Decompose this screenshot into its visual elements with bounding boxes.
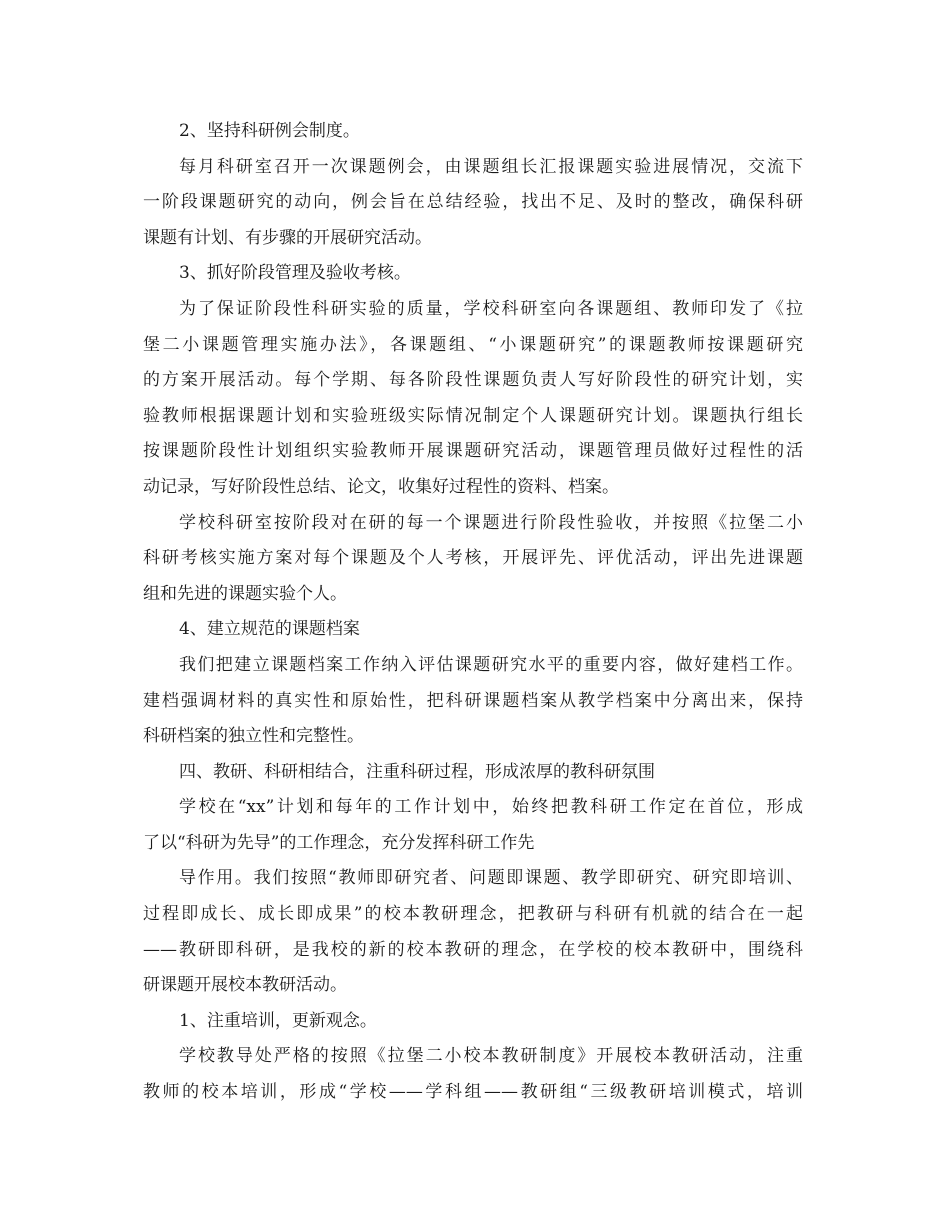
text-line: 学校教导处严格的按照《拉堡二小校本教研制度》开展校本教研活动，注重	[179, 1046, 803, 1067]
text-line: 教师的校本培训，形成“学校——学科组——教研组“三级教研培训模式，培训	[143, 1082, 803, 1103]
text-line: 组和先进的课题实验个人。	[143, 583, 347, 604]
text-line: 3、抓好阶段管理及验收考核。	[179, 263, 411, 284]
text-line: 过程即成长、成长即成果”的校本教研理念，把教研与科研有机就的结合在一起	[143, 904, 803, 925]
text-line: 建档强调材料的真实性和原始性，把科研课题档案从教学档案中分离出来，保持	[143, 690, 803, 711]
text-line: 每月科研室召开一次课题例会，由课题组长汇报课题实验进展情况，交流下	[179, 156, 803, 177]
document-body	[143, 114, 803, 1111]
text-line: 堡二小课题管理实施办法》，各课题组、“小课题研究”的课题教师按课题研究	[143, 334, 803, 355]
text-line: 2、坚持科研例会制度。	[179, 121, 360, 141]
text-line: 科研档案的独立性和完整性。	[143, 726, 364, 747]
text-line: 4、建立规范的课题档案	[179, 619, 360, 640]
text-line: 1、注重培训，更新观念。	[179, 1010, 377, 1031]
text-line: ——教研即科研，是我校的新的校本教研的理念，在学校的校本教研中，围绕科	[143, 939, 803, 960]
text-line: 四、教研、科研相结合，注重科研过程，形成浓厚的教科研氛围	[179, 761, 655, 782]
text-line: 导作用。我们按照“教师即研究者、问题即课题、教学即研究、研究即培训、	[179, 868, 803, 889]
text-line: 了以“科研为先导”的工作理念，充分发挥科研工作先	[143, 832, 535, 853]
text-line: 的方案开展活动。每个学期、每各阶段性课题负责人写好阶段性的研究计划，实	[143, 370, 803, 391]
text-line: 动记录，写好阶段性总结、论文，收集好过程性的资料、档案。	[143, 476, 619, 497]
text-line: 科研考核实施方案对每个课题及个人考核，开展评先、评优活动，评出先进课题	[143, 548, 803, 569]
text-line: 课题有计划、有步骤的开展研究活动。	[143, 227, 432, 248]
text-line: 为了保证阶段性科研实验的质量，学校科研室向各课题组、教师印发了《拉	[179, 298, 803, 319]
text-line: 一阶段课题研究的动向，例会旨在总结经验，找出不足、及时的整改，确保科研	[143, 192, 803, 213]
text-line: 学校科研室按阶段对在研的每一个课题进行阶段性验收，并按照《拉堡二小	[179, 512, 803, 533]
text-line: 研课题开展校本教研活动。	[143, 975, 347, 996]
text-line: 按课题阶段性计划组织实验教师开展课题研究活动，课题管理员做好过程性的活	[143, 441, 803, 462]
text-line: 验教师根据课题计划和实验班级实际情况制定个人课题研究计划。课题执行组长	[143, 405, 803, 426]
text-line: 学校在“xx”计划和每年的工作计划中，始终把教科研工作定在首位，形成	[179, 797, 803, 818]
text-line: 我们把建立课题档案工作纳入评估课题研究水平的重要内容，做好建档工作。	[179, 654, 803, 675]
